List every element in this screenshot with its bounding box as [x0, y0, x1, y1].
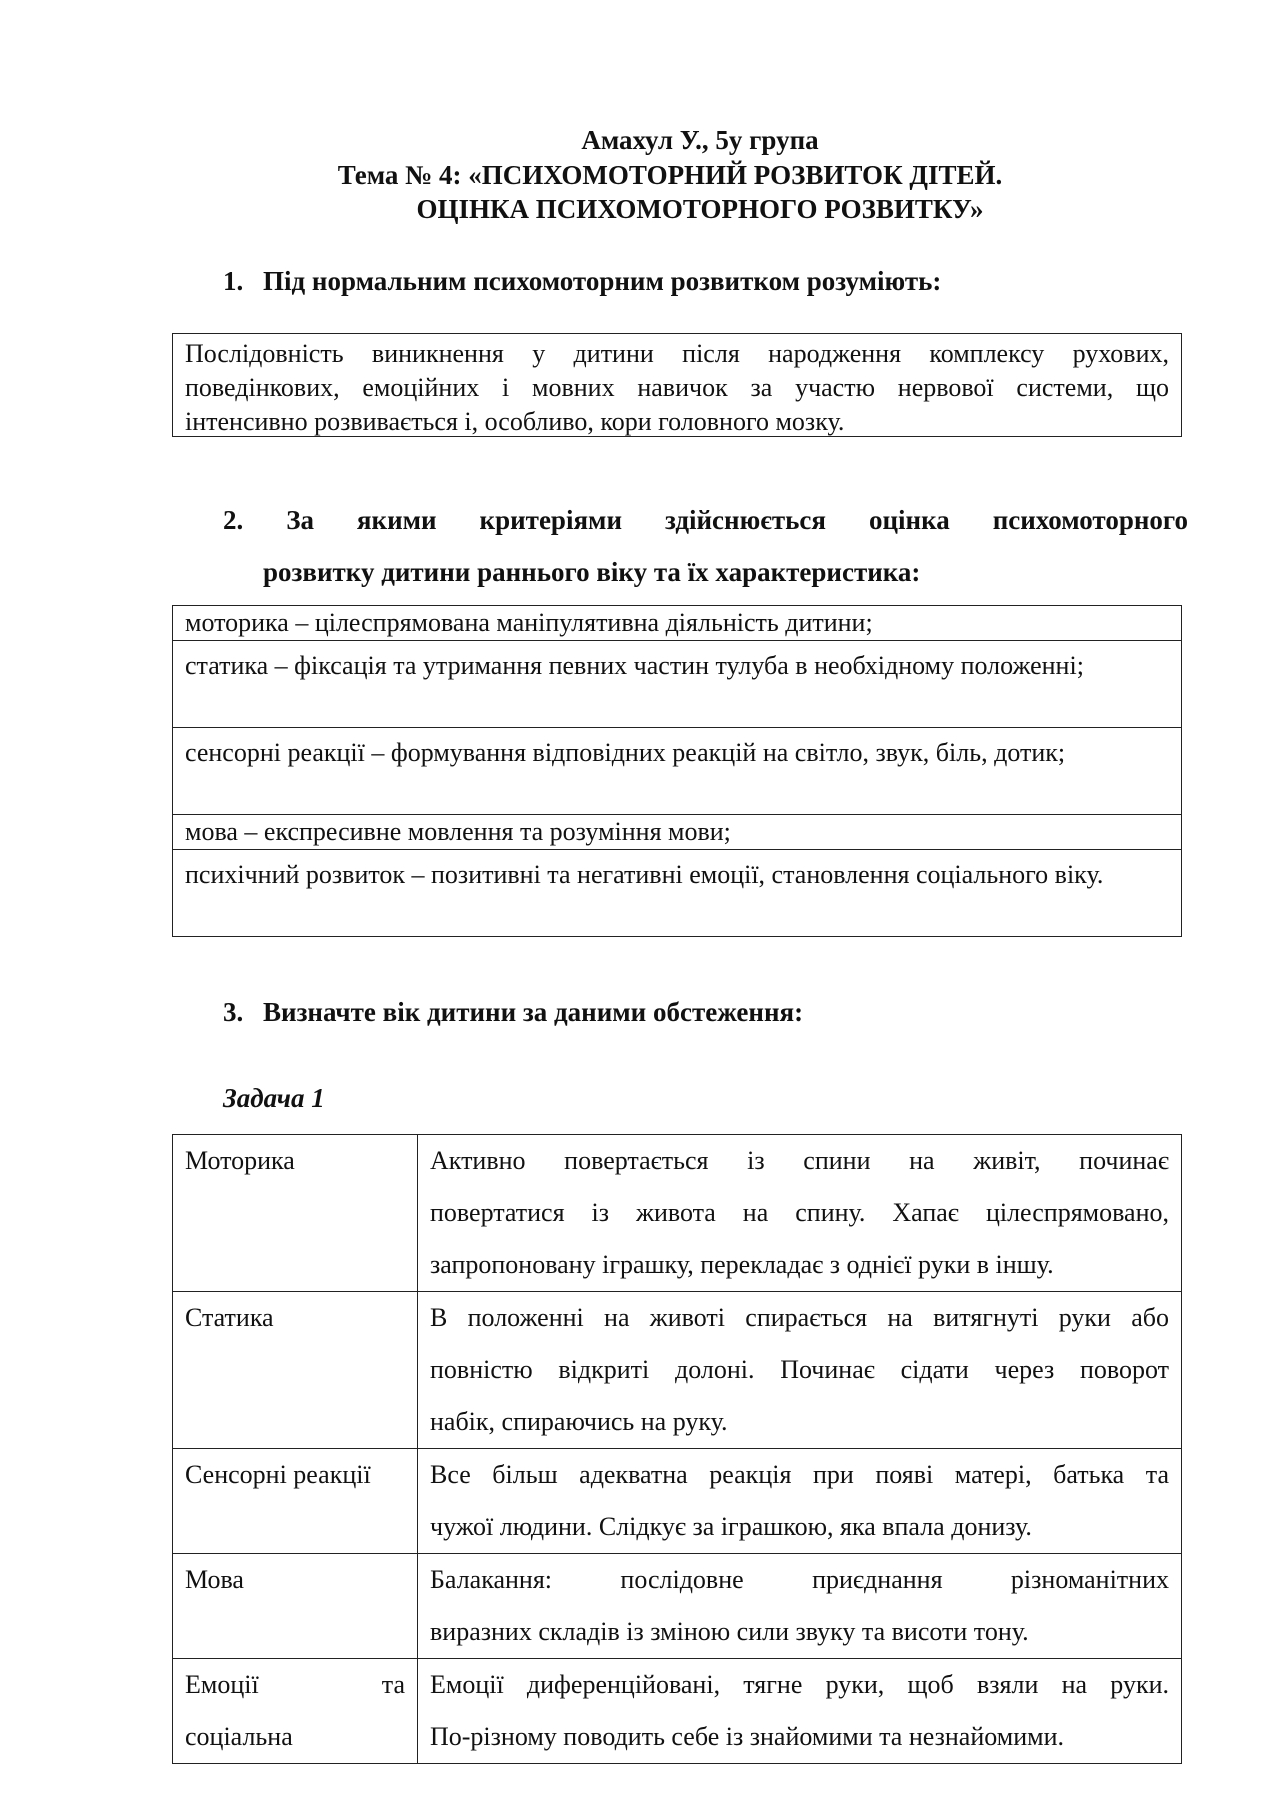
row-key: Статика: [173, 1292, 418, 1449]
value-line: виразних складів із зміною сили звуку та висоти тону.: [430, 1617, 1029, 1646]
key-word: та: [381, 1670, 405, 1699]
row-value: [418, 1135, 1182, 1292]
question-number: 2.: [223, 505, 244, 535]
answer-line: Послідовність виникнення у дитини після народження комплексу рухових,: [185, 339, 1169, 368]
value-line: Активно повертається із спини на живіт, починає: [430, 1146, 1169, 1175]
table-row: [173, 728, 1182, 815]
row-key: Мова: [173, 1554, 418, 1659]
value-line: чужої людини. Слідкує за іграшкою, яка впала донизу.: [430, 1512, 1032, 1541]
criterion-cell: моторика – цілеспрямована маніпулятивна діяльність дитини;: [173, 606, 1182, 641]
question-2-line2: розвитку дитини раннього віку та їх характеристика:: [263, 557, 921, 587]
examination-table: [172, 1134, 1182, 1764]
value-line: Все більш адекватна реакція при появі матері, батька та: [430, 1460, 1169, 1489]
row-value: [418, 1449, 1182, 1554]
table-row: [173, 1292, 1182, 1449]
author-line: Амахул У., 5у група: [581, 125, 819, 155]
question-word: оцінка: [868, 505, 950, 535]
table-row: [173, 1135, 1182, 1292]
key-line: [185, 1659, 405, 1711]
table-row: [173, 606, 1182, 641]
value-line: Балакання: послідовне приєднання різноманітних: [430, 1565, 1169, 1594]
answer-box-1: [172, 333, 1182, 437]
key-word: Емоції: [185, 1670, 259, 1699]
row-value: [418, 1554, 1182, 1659]
question-2-line1: [223, 505, 1188, 536]
question-number: 1.: [223, 266, 244, 296]
table-row: [173, 815, 1182, 850]
task-label: Задача 1: [223, 1083, 325, 1113]
question-word: здійснюється: [664, 505, 827, 535]
value-line: повертатися із живота на спину. Хапає цілеспрямовано,: [430, 1198, 1169, 1227]
row-key: Моторика: [173, 1135, 418, 1292]
row-value: [418, 1292, 1182, 1449]
table-row: [173, 1449, 1182, 1554]
answer-line: поведінкових, емоційних і мовних навичок за участю нервової системи, що: [185, 373, 1169, 402]
question-word: За: [286, 505, 314, 535]
row-key: [173, 1659, 418, 1764]
value-line: повністю відкриті долоні. Починає сідати через поворот: [430, 1355, 1169, 1384]
table-row: [173, 850, 1182, 937]
table-row: [173, 641, 1182, 728]
value-line: В положенні на животі спирається на витягнуті руки або: [430, 1303, 1169, 1332]
value-line: Емоції диференційовані, тягне руки, щоб взяли на руки.: [430, 1670, 1169, 1699]
topic-title-line2: ОЦІНКА ПСИХОМОТОРНОГО РОЗВИТКУ»: [416, 194, 984, 224]
question-word: якими: [356, 505, 437, 535]
question-3: [223, 997, 803, 1028]
table-row: [173, 1554, 1182, 1659]
question-number: 3.: [223, 997, 244, 1027]
key-line: соціальна: [185, 1722, 293, 1751]
row-key: Сенсорні реакції: [173, 1449, 418, 1554]
criterion-cell: статика – фіксація та утримання певних частин тулуба в необхідному положенні;: [173, 641, 1182, 728]
criterion-cell: психічний розвиток – позитивні та негативні емоції, становлення соціального віку.: [173, 850, 1182, 937]
question-word: критеріями: [479, 505, 622, 535]
value-line: набік, спираючись на руку.: [430, 1407, 728, 1436]
criterion-cell: сенсорні реакції – формування відповідних реакцій на світло, звук, біль, дотик;: [173, 728, 1182, 815]
value-line: По-різному поводить себе із знайомими та незнайомими.: [430, 1722, 1064, 1751]
question-1: [223, 266, 941, 297]
question-text: Під нормальним психомоторним розвитком розуміють:: [263, 266, 942, 296]
criterion-cell: мова – експресивне мовлення та розуміння мови;: [173, 815, 1182, 850]
table-row: [173, 1659, 1182, 1764]
criteria-table: [172, 605, 1182, 937]
row-value: [418, 1659, 1182, 1764]
question-text: Визначте вік дитини за даними обстеження:: [263, 997, 804, 1027]
answer-line: інтенсивно розвивається і, особливо, кори головного мозку.: [185, 407, 845, 436]
question-word: психомоторного: [992, 505, 1188, 535]
value-line: запропоновану іграшку, перекладає з однієї руки в іншу.: [430, 1250, 1054, 1279]
topic-title-line1: Тема № 4: «ПСИХОМОТОРНИЙ РОЗВИТОК ДІТЕЙ.: [337, 160, 1003, 190]
